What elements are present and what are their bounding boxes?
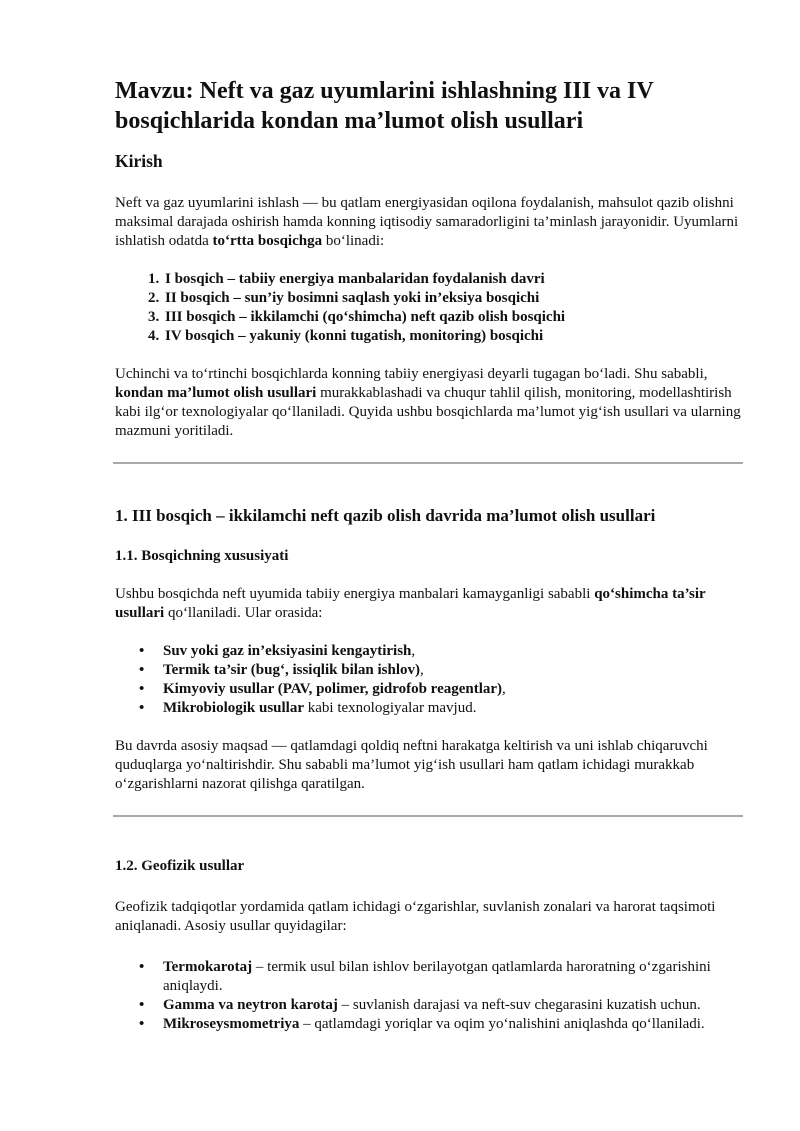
list-item-rest: – suvlanish darajasi va neft-suv chegarasini kuzatish uchun.: [337, 997, 701, 1013]
list-item-rest: kabi texnologiyalar mavjud.: [304, 700, 477, 716]
document-title: Mavzu: Neft va gaz uyumlarini ishlashning III va IV bosqichlarida kondan ma’lumot olish usullari: [115, 78, 654, 134]
list-item: [163, 1015, 745, 1034]
list-item-bold: Mikrobiologik usullar: [163, 700, 305, 716]
intro-heading: Kirish: [115, 151, 163, 171]
list-item-bold: Gamma va neytron karotaj: [163, 997, 338, 1013]
geophysics-bullet-list: [115, 958, 745, 1034]
sub1-p1-text-c: qo‘llaniladi. Ular orasida:: [164, 605, 323, 621]
list-item: [163, 996, 745, 1015]
subsection-1-1-paragraph-1: [115, 585, 745, 623]
subsection-1-1-paragraph-2: Bu davrda asosiy maqsad — qatlamdagi qoldiq neftni harakatga keltirish va uni ishlab chiqaruvchi quduqlarga yo‘naltirishdir. Shu sababli ma’lumot yig‘ish usullari ham qatlam ichidagi murakkab o‘zgarishlarni nazorat qilishga qaratilgan.: [115, 738, 708, 792]
subsection-1-1-heading: 1.1. Bosqichning xususiyati: [115, 548, 289, 564]
intro-p1-text-c: bo‘linadi:: [322, 233, 385, 249]
intro-p1-bold: to‘rtta bosqichga: [212, 233, 323, 249]
intro-p2-text-a: Uchinchi va to‘rtinchi bosqichlarda konning tabiiy energiyasi deyarli tugagan bo‘ladi. Shu sababli,: [115, 366, 708, 382]
subsection-1-2-heading: 1.2. Geofizik usullar: [115, 858, 245, 874]
subsection-1-2-paragraph-1: Geofizik tadqiqotlar yordamida qatlam ichidagi o‘zgarishlar, suvlanish zonalari va harorat taqsimoti aniqlanadi. Asosiy usullar quyidagilar:: [115, 899, 716, 934]
sub1-p1-text-a: Ushbu bosqichda neft uyumida tabiiy energiya manbalari kamayganligi sababli: [115, 586, 595, 602]
intro-p1-text-a: Neft va gaz uyumlarini ishlash — bu qatlam energiyasidan oqilona foydalanish, mahsulot qazib olishni maksimal darajada oshirish hamda konning iqtisodiy samaradorligini ta’minlash jarayonidir. Uyumlarni ishlatish odatda: [115, 195, 739, 249]
intro-paragraph-2: [115, 365, 745, 441]
list-item-rest: ,: [411, 643, 416, 659]
list-item-bold: Termik ta’sir (bug‘, issiqlik bilan ishlov): [163, 662, 421, 678]
list-item-bold: Termokarotaj: [163, 959, 253, 975]
stage-item: 4. IV bosqich – yakuniy (konni tugatish, monitoring) bosqichi: [163, 327, 745, 346]
list-item: [163, 661, 745, 680]
document-page: [115, 76, 745, 1053]
list-item: [163, 699, 745, 718]
list-item: [163, 680, 745, 699]
stage-item: 2. II bosqich – sun’iy bosimni saqlash yoki in’eksiya bosqichi: [163, 289, 745, 308]
intro-p2-bold: kondan ma’lumot olish usullari: [115, 385, 317, 401]
methods-bullet-list: [115, 642, 745, 718]
list-item-bold: Mikroseysmometriya: [163, 1016, 300, 1032]
list-item: [163, 642, 745, 661]
list-item-bold: Suv yoki gaz in’eksiyasini kengaytirish: [163, 643, 412, 659]
list-item: [163, 958, 745, 996]
stage-item: 3. III bosqich – ikkilamchi (qo‘shimcha) neft qazib olish bosqichi: [163, 308, 745, 327]
list-item-rest: ,: [420, 662, 424, 678]
sub1-p1-bold: qo‘shimcha ta’sir usullari: [115, 586, 706, 621]
intro-p2-text-c: murakkablashadi va chuqur tahlil qilish, monitoring, modellashtirish kabi ilg‘or texnologiyalar qo‘llaniladi. Quyida ushbu bosqichlarda ma’lumot yig‘ish usullari va ularning mazmuni yoritiladi.: [115, 385, 741, 439]
list-item-rest: ,: [502, 681, 506, 697]
list-item-rest: – termik usul bilan ishlov berilayotgan qatlamlarda haroratning o‘zgarishini aniqlaydi.: [163, 959, 711, 994]
list-item-rest: – qatlamdagi yoriqlar va oqim yo‘nalishini aniqlashda qo‘llaniladi.: [299, 1016, 705, 1032]
stages-list: [115, 270, 745, 346]
section-1-heading: 1. III bosqich – ikkilamchi neft qazib olish davrida ma’lumot olish usullari: [115, 506, 656, 525]
list-item-bold: Kimyoviy usullar (PAV, polimer, gidrofob reagentlar): [163, 681, 503, 697]
stage-item: 1. I bosqich – tabiiy energiya manbalaridan foydalanish davri: [163, 270, 745, 289]
intro-paragraph-1: [115, 194, 745, 251]
